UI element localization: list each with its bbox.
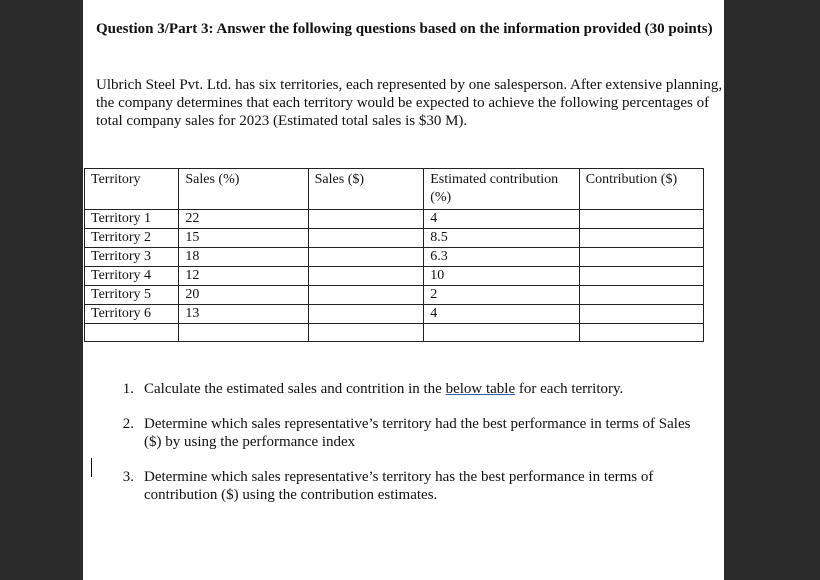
cell-empty[interactable]	[579, 324, 703, 342]
intro-paragraph: Ulbrich Steel Pvt. Ltd. has six territories, each represented by one salesperson. After extensive planning, the company determines that each territory would be expected to achieve the following percentages of total company sales for 2023 (Estimated total sales is $30 M).	[96, 77, 723, 129]
cell-empty[interactable]	[424, 324, 580, 342]
cell-contribution-dollar[interactable]	[579, 267, 703, 286]
below-table-link[interactable]: below table	[445, 381, 516, 397]
table-row	[85, 267, 704, 286]
cell-est-contribution: 4	[424, 210, 580, 229]
cell-sales-dollar[interactable]	[308, 267, 424, 286]
item-text: Determine which sales representative’s territory has the best performance in terms of contribution ($) using the contribution estimates.	[144, 469, 654, 503]
item-text-after: for each territory.	[515, 381, 624, 397]
cell-contribution-dollar[interactable]	[579, 305, 703, 324]
cell-sales-dollar[interactable]	[308, 305, 424, 324]
question-heading: Question 3/Part 3: Answer the following questions based on the information provided (30 points)	[96, 21, 713, 37]
header-contribution-dollar: Contribution ($)	[579, 169, 703, 210]
territory-table	[84, 168, 704, 342]
table-row	[85, 286, 704, 305]
cell-sales-pct: 12	[179, 267, 308, 286]
cell-contribution-dollar[interactable]	[579, 286, 703, 305]
cell-sales-dollar[interactable]	[308, 210, 424, 229]
text-cursor	[91, 458, 92, 477]
item-text	[144, 380, 696, 398]
cell-empty[interactable]	[85, 324, 179, 342]
cell-sales-pct: 22	[179, 210, 308, 229]
cell-sales-pct: 15	[179, 229, 308, 248]
item-text: Determine which sales representative’s territory had the best performance in terms of Sales ($) by using the performance index	[144, 416, 691, 450]
cell-est-contribution: 10	[424, 267, 580, 286]
cell-territory: Territory 2	[85, 229, 179, 248]
table-row-empty	[85, 324, 704, 342]
cell-est-contribution: 4	[424, 305, 580, 324]
cell-territory: Territory 6	[85, 305, 179, 324]
question-list	[96, 380, 696, 521]
cell-contribution-dollar[interactable]	[579, 229, 703, 248]
cell-sales-dollar[interactable]	[308, 229, 424, 248]
cell-sales-pct: 20	[179, 286, 308, 305]
list-item	[96, 468, 696, 504]
table-header-row	[85, 169, 704, 210]
item-number: 2.	[122, 416, 134, 432]
header-sales-dollar: Sales ($)	[308, 169, 424, 210]
cell-territory: Territory 5	[85, 286, 179, 305]
list-item	[96, 380, 696, 398]
cell-empty[interactable]	[308, 324, 424, 342]
cell-sales-dollar[interactable]	[308, 248, 424, 267]
table-row	[85, 248, 704, 267]
cell-sales-pct: 13	[179, 305, 308, 324]
cell-contribution-dollar[interactable]	[579, 210, 703, 229]
header-sales-pct: Sales (%)	[179, 169, 308, 210]
item-number: 3.	[122, 469, 134, 485]
cell-territory: Territory 3	[85, 248, 179, 267]
cell-sales-dollar[interactable]	[308, 286, 424, 305]
cell-territory: Territory 1	[85, 210, 179, 229]
table-row	[85, 210, 704, 229]
cell-sales-pct: 18	[179, 248, 308, 267]
list-item	[96, 415, 696, 451]
header-territory: Territory	[85, 169, 179, 210]
table-row	[85, 305, 704, 324]
cell-est-contribution: 2	[424, 286, 580, 305]
item-number: 1.	[122, 381, 134, 397]
table-row	[85, 229, 704, 248]
cell-contribution-dollar[interactable]	[579, 248, 703, 267]
cell-territory: Territory 4	[85, 267, 179, 286]
cell-est-contribution: 6.3	[424, 248, 580, 267]
cell-empty[interactable]	[179, 324, 308, 342]
item-text-before: Calculate the estimated sales and contrition in the	[144, 381, 446, 397]
cell-est-contribution: 8.5	[424, 229, 580, 248]
header-est-contribution: Estimated contribution (%)	[424, 169, 580, 210]
